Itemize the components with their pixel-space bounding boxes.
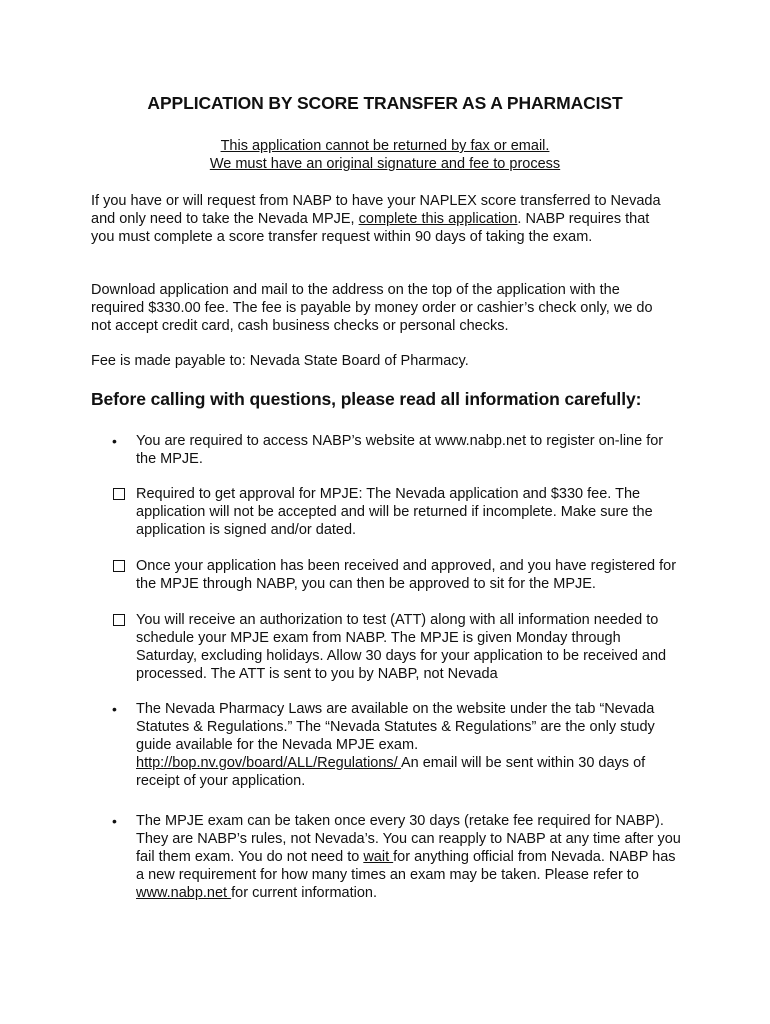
intro-paragraph-3: Fee is made payable to: Nevada State Board of Pharmacy.	[91, 353, 469, 369]
intro-text-before: If you have or will request from NABP to have your NAPLEX score transferred to Nevada and only need to take the Nevada MPJE,	[91, 193, 661, 227]
notice-line-2: We must have an original signature and fee to process	[209, 156, 561, 172]
bullet-icon: •	[112, 701, 117, 717]
bullet-icon: •	[112, 813, 117, 829]
page-title: APPLICATION BY SCORE TRANSFER AS A PHARMACIST	[147, 93, 623, 113]
intro-text-after: . NABP requires that you must complete a score transfer request within 90 days of taking the exam.	[91, 211, 650, 245]
bullet-icon: •	[112, 433, 117, 449]
list-item-att: You will receive an authorization to test (ATT) along with all information needed to schedule your MPJE exam from NABP. The MPJE is given Monday through Saturday, excluding holidays. Allow 30 days for your application to be received and processed. The ATT is sent to you by NABP, not Nevada	[136, 612, 667, 682]
wait-link[interactable]: wait	[363, 849, 394, 865]
intro-paragraph-2: Download application and mail to the address on the top of the application with the required $330.00 fee. The fee is payable by money order or cashier’s check only, we do not accept credit card, cash business checks or personal checks.	[91, 282, 653, 334]
checkbox-icon[interactable]	[113, 614, 125, 626]
section-heading: Before calling with questions, please read all information carefully:	[91, 389, 642, 409]
list-item-register-mpje: You are required to access NABP’s website at www.nabp.net to register on-line for the MPJE.	[136, 433, 664, 467]
mpje-text-after: for current information.	[231, 885, 377, 901]
checkbox-icon[interactable]	[113, 488, 125, 500]
pharmacy-laws-text: The Nevada Pharmacy Laws are available on the website under the tab “Nevada Statutes & Regulations.” The “Nevada Statutes & Regulations” are the only study guide available for the Nevada MPJE exam.	[136, 701, 655, 753]
notice-line-1: This application cannot be returned by fax or email.	[220, 138, 550, 154]
list-item-registered: Once your application has been received and approved, and you have registered for the MPJE through NABP, you can then be approved to sit for the MPJE.	[136, 558, 677, 592]
intro-paragraph-1	[91, 192, 671, 246]
list-item-pharmacy-laws	[136, 700, 681, 790]
mpje-text-middle: for anything official from Nevada. NABP has a new requirement for how many times an exam may be taken. Please refer to	[136, 849, 676, 883]
mpje-text-before: The MPJE exam can be taken once every 30 days (retake fee required for NABP). They are NABP’s rules, not Nevada’s. You can reapply to NABP at any time after you fail them exam. You do not need to	[136, 813, 681, 865]
list-item-mpje-retake	[136, 812, 681, 902]
regulations-link[interactable]: http://bop.nv.gov/board/ALL/Regulations/	[136, 755, 401, 771]
checkbox-icon[interactable]	[113, 560, 125, 572]
nabp-link[interactable]: www.nabp.net	[136, 885, 232, 901]
complete-application-link[interactable]: complete this application	[358, 211, 518, 227]
pharmacy-laws-text-after: An email will be sent within 30 days of receipt of your application.	[136, 755, 646, 789]
list-item-approval: Required to get approval for MPJE: The Nevada application and $330 fee. The application will not be accepted and will be returned if incomplete. Make sure the application is signed and/or dated.	[136, 486, 653, 538]
